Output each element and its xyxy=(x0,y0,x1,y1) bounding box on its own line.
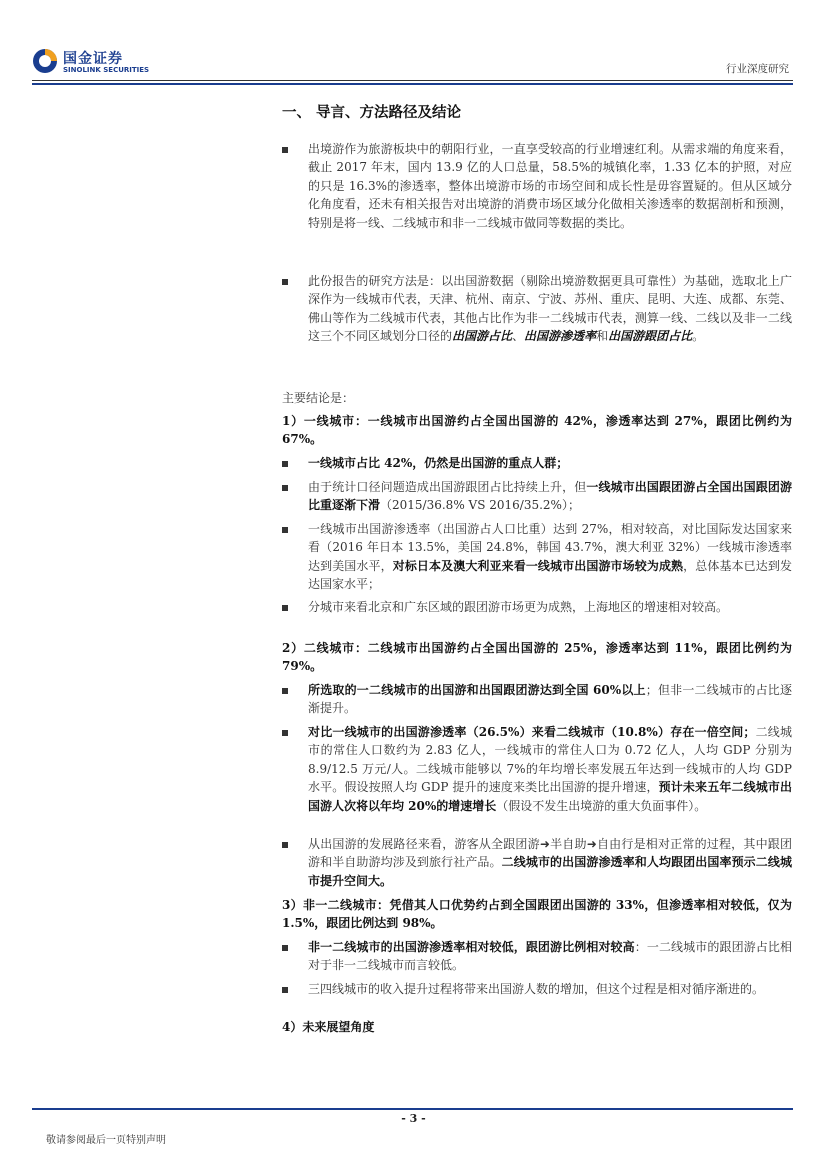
tier2-bullet-1: 所选取的一二线城市的出国游和出国跟团游达到全国 60%以上；但非一二线城市的占比逐渐提升。 xyxy=(282,681,792,718)
logo-english-name: SINOLINK SECURITIES xyxy=(63,66,150,74)
bullet-square-icon xyxy=(282,842,288,848)
conclusions-lead: 主要结论是： xyxy=(282,391,355,405)
page-number: - 3 - xyxy=(401,1112,426,1125)
intro-paragraph-2: 此份报告的研究方法是：以出国游数据（剔除出境游数据更具可靠性）为基础，选取北上广深作为一线城市代表，天津、杭州、南京、宁波、苏州、重庆、昆明、大连、成都、东莞、佛山等作为二线城市代表，其他占比作为非一二线城市代表，测算一线、二线以及非一二线这三个不同区域划分口径的出国游占比、出国游渗透率和出国游跟团占比。 xyxy=(308,274,792,344)
footer-disclaimer: 敬请参阅最后一页特别声明 xyxy=(46,1135,166,1146)
intro-paragraph-1: 出境游作为旅游板块中的朝阳行业，一直享受较高的行业增速红利。从需求端的角度来看，截止 2017 年末，国内 13.9 亿的人口总量，58.5%的城镇化率，1.33 亿本的护照，对应的只是 16.3%的渗透率，整体出境游市场的市场空间和成长性是毋容置疑的。但从区域分化角度看，还未有相关报告对出境游的消费市场区域分化做相关渗透率的数据剖析和预测，特别是将一线、二线城市和非一二线城市做同等数据的类比。 xyxy=(308,142,792,230)
tier3-bullet-1: 非一二线城市的出国游渗透率相对较低，跟团游比例相对较高：一二线城市的跟团游占比相对于非一二线城市而言较低。 xyxy=(282,938,792,975)
tier1-bullet-3: 一线城市出国游渗透率（出国游占人口比重）达到 27%，相对较高，对比国际发达国家来看（2016 年日本 13.5%，美国 24.8%，韩国 43.7%，澳大利亚 32%）一线城市渗透率达到美国水平，对标日本及澳大利亚来看一线城市出国游市场较为成熟，总体基本已达到发达国家水平； xyxy=(282,520,792,594)
bullet-square-icon xyxy=(282,945,288,951)
bullet-square-icon xyxy=(282,730,288,736)
intro-bullet-1 xyxy=(282,140,792,232)
tier2-bullet-3: 从出国游的发展路径来看，游客从全跟团游➜半自助➜自由行是相对正常的过程，其中跟团游和半自助游均涉及到旅行社产品。二线城市的出国游渗透率和人均跟团出国率预示二线城市提升空间大。 xyxy=(282,835,792,890)
bullet-square-icon xyxy=(282,461,288,467)
tier3-heading: 3）非一二线城市：凭借其人口优势约占到全国跟团出国游的 33%，但渗透率相对较低，仅为 1.5%，跟团比例达到 98%。 xyxy=(282,898,792,931)
tier4-heading: 4）未来展望角度 xyxy=(282,1020,375,1034)
header-divider xyxy=(32,80,793,81)
tier2-bullet-2: 对比一线城市的出国游渗透率（26.5%）来看二线城市（10.8%）存在一倍空间；二线城市的常住人口数约为 2.83 亿人，一线城市的常住人口为 0.72 亿人，人均 GDP 分别为 8.9/12.5 万元/人。二线城市能够以 7%的年均增长率发展五年达到一线城市的人均 GDP 水平。假设按照人均 GDP 提升的速度来类比出国游的提升增速，预计未来五年二线城市出国游人次将以年均 20%的增速增长（假设不发生出境游的重大负面事件）。 xyxy=(282,723,792,815)
intro-bullet-2 xyxy=(282,272,792,346)
tier1-bullet-4: 分城市来看北京和广东区域的跟团游市场更为成熟，上海地区的增速相对较高。 xyxy=(282,598,792,616)
tier1-heading: 1）一线城市：一线城市出国游约占全国出国游的 42%，渗透率达到 27%，跟团比例约为 67%。 xyxy=(282,414,792,447)
bullet-square-icon xyxy=(282,485,288,491)
tier2-heading: 2）二线城市：二线城市出国游约占全国出国游的 25%，渗透率达到 11%，跟团比例约为 79%。 xyxy=(282,641,792,674)
bullet-square-icon xyxy=(282,605,288,611)
bullet-square-icon xyxy=(282,987,288,993)
footer-divider xyxy=(32,1108,793,1110)
logo-chinese-name: 国金证券 xyxy=(63,51,123,67)
bullet-square-icon xyxy=(282,147,288,153)
page-header xyxy=(0,0,827,90)
tier3-bullet-2: 三四线城市的收入提升过程将带来出国游人数的增加，但这个过程是相对循序渐进的。 xyxy=(282,980,792,998)
section-title: 一、 导言、方法路径及结论 xyxy=(282,104,462,121)
report-type-label: 行业深度研究 xyxy=(726,63,789,75)
bullet-square-icon xyxy=(282,688,288,694)
sinolink-logo-icon xyxy=(32,48,58,74)
bullet-square-icon xyxy=(282,279,288,285)
header-divider-accent xyxy=(32,83,793,85)
company-logo xyxy=(32,46,162,80)
bullet-square-icon xyxy=(282,527,288,533)
tier1-bullet-2: 由于统计口径问题造成出国游跟团占比持续上升，但一线城市出国跟团游占全国出国跟团游比重逐渐下滑（2015/36.8% VS 2016/35.2%）； xyxy=(282,478,792,515)
tier1-bullet-1: 一线城市占比 42%，仍然是出国游的重点人群； xyxy=(282,454,792,472)
